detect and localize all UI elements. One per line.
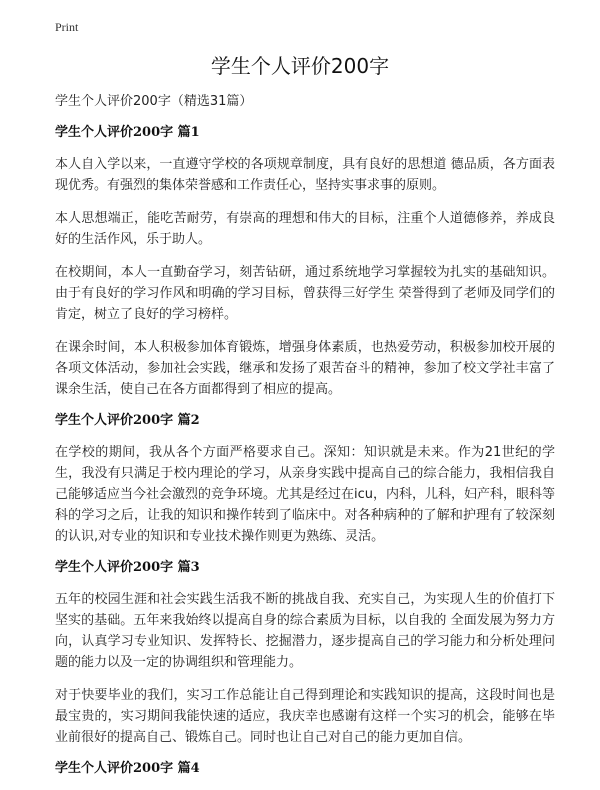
document-subtitle: 学生个人评价200字（精选31篇） — [55, 94, 253, 109]
paragraph: 本人思想端正，能吃苦耐劳，有崇高的理想和伟大的目标，注重个人道德修养，养成良好的生活作风，乐于助人。 — [55, 211, 555, 247]
section-2 — [55, 412, 555, 547]
section-heading: 学生个人评价200字 篇4 — [55, 761, 200, 776]
paragraph: 五年的校园生涯和社会实践生活我不断的挑战自我、充实自己，为实现人生的价值打下坚实的基础。五年来我始终以提高自身的综合素质为目标，以自我的 全面发展为努力方向，认真学习专业知识、发挥特长、挖掘潜力，逐步提高自己的学习能力和分析处理问题的能力以及一定的协调组织和管理能力。 — [55, 592, 555, 670]
section-heading: 学生个人评价200字 篇3 — [55, 560, 200, 575]
document-body — [55, 93, 555, 790]
section-1 — [55, 124, 555, 400]
page-title: 学生个人评价200字 — [210, 54, 390, 78]
section-heading: 学生个人评价200字 篇1 — [55, 125, 200, 140]
paragraph: 本人自入学以来，一直遵守学校的各项规章制度，具有良好的思想道 德品质，各方面表现优秀。有强烈的集体荣誉感和工作责任心，坚持实事求事的原则。 — [55, 157, 555, 193]
print-link[interactable]: Print — [55, 20, 79, 34]
paragraph: 在校期间，本人一直勤奋学习，刻苦钻研，通过系统地学习掌握较为扎实的基础知识。由于有良好的学习作风和明确的学习目标，曾获得三好学生 荣誉得到了老师及同学们的肯定，树立了良好的学习榜样。 — [55, 265, 555, 322]
paragraph: 对于快要毕业的我们，实习工作总能让自己得到理论和实践知识的提高，这段时间也是最宝贵的，实习期间我能快速的适应，我庆幸也感谢有这样一个实习的机会，能够在毕业前很好的提高自己、锻炼自己。同时也让自己对自己的能力更加自信。 — [55, 688, 555, 745]
paragraph: 在学校的期间，我从各个方面严格要求自己。深知：知识就是未来。作为21世纪的学生，我没有只满足于校内理论的学习，从亲身实践中提高自己的综合能力，我相信我自己能够适应当今社会激烈的竞争环境。尤其是经过在icu，内科，儿科，妇产科，眼科等科的学习之后，让我的知识和操作转到了临床中。对各种病种的了解和护理有了较深刻的认识,对专业的知识和专业技术操作则更为熟练、灵活。 — [55, 445, 555, 544]
section-3 — [55, 559, 555, 748]
section-heading: 学生个人评价200字 篇2 — [55, 413, 200, 428]
section-4 — [55, 760, 555, 778]
paragraph: 在课余时间，本人积极参加体育锻炼，增强身体素质，也热爱劳动，积极参加校开展的各项文体活动，参加社会实践，继承和发扬了艰苦奋斗的精神，参加了校文学社丰富了课余生活，使自己在各方面都得到了相应的提高。 — [55, 340, 555, 397]
